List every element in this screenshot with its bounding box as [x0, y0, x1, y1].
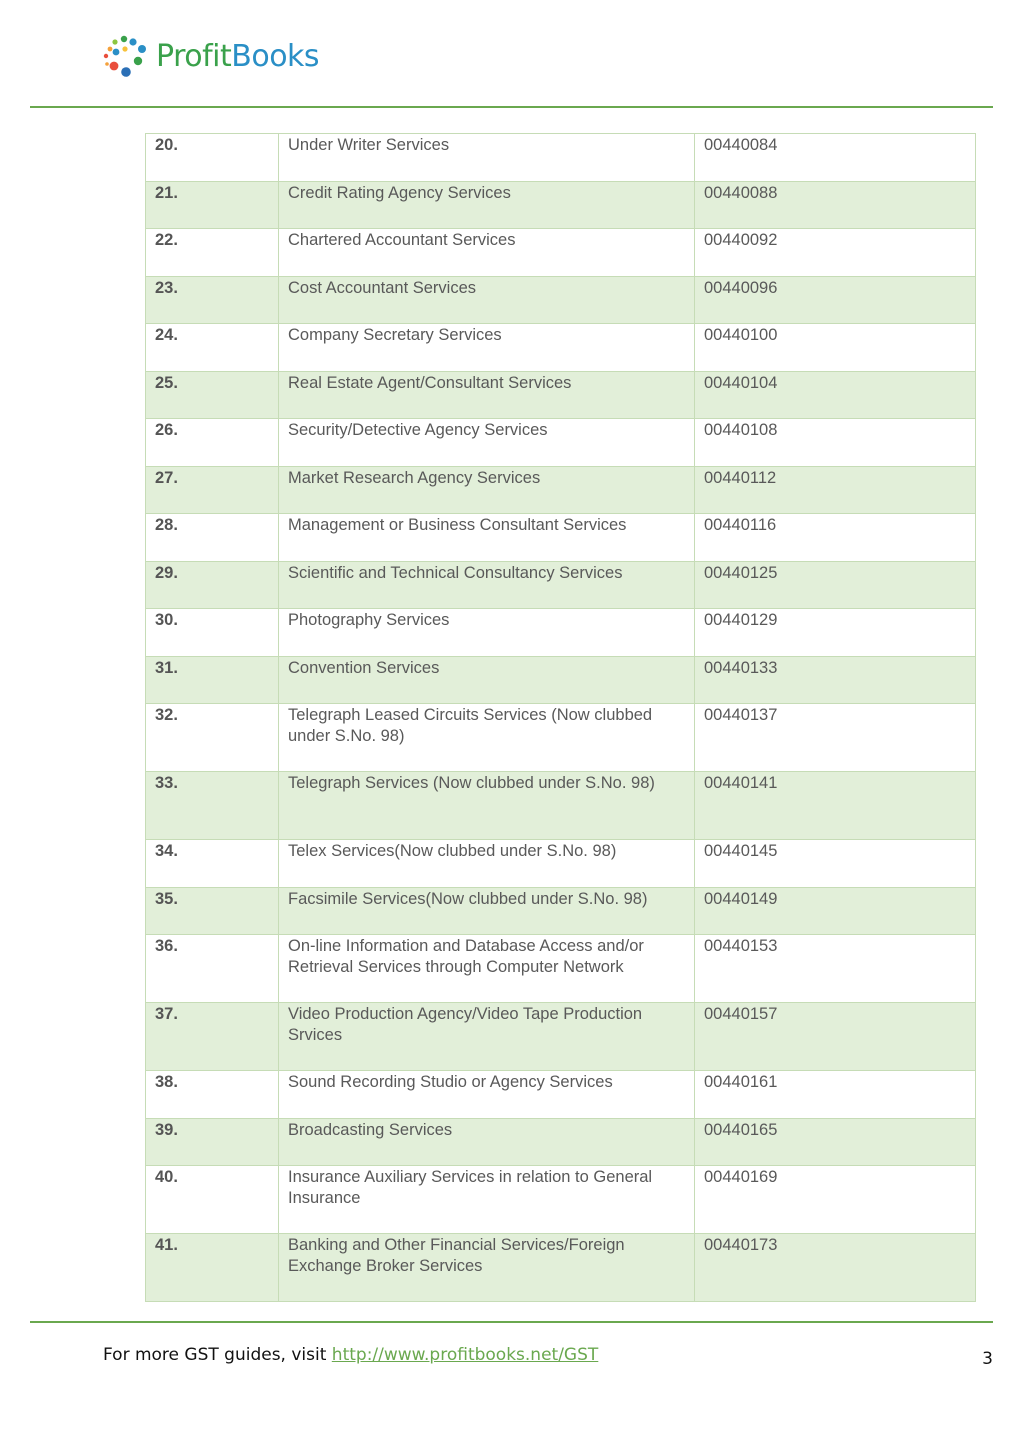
footer-divider [30, 1321, 993, 1323]
row-number: 41. [146, 1234, 279, 1302]
service-name: Cost Accountant Services [279, 276, 695, 324]
service-name: Real Estate Agent/Consultant Services [279, 371, 695, 419]
row-number: 37. [146, 1003, 279, 1071]
service-name: On-line Information and Database Access and/or Retrieval Services through Computer Network [279, 935, 695, 1003]
accounting-code: 00440141 [695, 772, 976, 840]
row-number: 30. [146, 609, 279, 657]
row-number: 25. [146, 371, 279, 419]
service-name: Insurance Auxiliary Services in relation to General Insurance [279, 1166, 695, 1234]
row-number: 39. [146, 1118, 279, 1166]
table-row [146, 704, 976, 772]
table-row [146, 276, 976, 324]
accounting-code: 00440125 [695, 561, 976, 609]
accounting-code: 00440112 [695, 466, 976, 514]
table-row [146, 1234, 976, 1302]
row-number: 33. [146, 772, 279, 840]
row-number: 28. [146, 514, 279, 562]
table-row [146, 609, 976, 657]
row-number: 35. [146, 887, 279, 935]
row-number: 24. [146, 324, 279, 372]
service-name: Telegraph Services (Now clubbed under S.No. 98) [279, 772, 695, 840]
service-name: Telex Services(Now clubbed under S.No. 98) [279, 840, 695, 888]
table-row [146, 371, 976, 419]
accounting-code: 00440165 [695, 1118, 976, 1166]
table-row [146, 466, 976, 514]
accounting-code: 00440137 [695, 704, 976, 772]
table-row [146, 134, 976, 182]
header-divider [30, 106, 993, 108]
service-name: Chartered Accountant Services [279, 229, 695, 277]
row-number: 34. [146, 840, 279, 888]
footer-link[interactable]: http://www.profitbooks.net/GST [331, 1345, 599, 1365]
service-name: Banking and Other Financial Services/Foreign Exchange Broker Services [279, 1234, 695, 1302]
row-number: 38. [146, 1071, 279, 1119]
profitbooks-logo[interactable] [102, 34, 319, 80]
row-number: 32. [146, 704, 279, 772]
accounting-code: 00440145 [695, 840, 976, 888]
row-number: 29. [146, 561, 279, 609]
accounting-code: 00440108 [695, 419, 976, 467]
page-number: 3 [982, 1349, 993, 1369]
service-name: Sound Recording Studio or Agency Services [279, 1071, 695, 1119]
table-row [146, 514, 976, 562]
row-number: 36. [146, 935, 279, 1003]
accounting-code: 00440149 [695, 887, 976, 935]
service-name: Broadcasting Services [279, 1118, 695, 1166]
accounting-code: 00440157 [695, 1003, 976, 1071]
service-name: Management or Business Consultant Services [279, 514, 695, 562]
footer-text: For more GST guides, visit [103, 1345, 332, 1365]
service-name: Security/Detective Agency Services [279, 419, 695, 467]
table-row [146, 561, 976, 609]
logo-wordmark [156, 39, 320, 74]
row-number: 22. [146, 229, 279, 277]
table-row [146, 772, 976, 840]
table-row [146, 419, 976, 467]
accounting-code: 00440100 [695, 324, 976, 372]
logo-dots-icon [102, 34, 148, 80]
accounting-code: 00440129 [695, 609, 976, 657]
service-name: Scientific and Technical Consultancy Services [279, 561, 695, 609]
table-row [146, 324, 976, 372]
row-number: 26. [146, 419, 279, 467]
footer-note [103, 1345, 598, 1365]
accounting-code: 00440169 [695, 1166, 976, 1234]
accounting-code: 00440084 [695, 134, 976, 182]
table-row [146, 1003, 976, 1071]
logo-text-books: Books [231, 39, 320, 74]
accounting-code: 00440092 [695, 229, 976, 277]
service-name: Convention Services [279, 656, 695, 704]
row-number: 20. [146, 134, 279, 182]
service-name: Video Production Agency/Video Tape Production Srvices [279, 1003, 695, 1071]
logo-text-profit: Profit [156, 39, 232, 74]
table-row [146, 656, 976, 704]
row-number: 27. [146, 466, 279, 514]
table-row [146, 1166, 976, 1234]
row-number: 23. [146, 276, 279, 324]
service-name: Company Secretary Services [279, 324, 695, 372]
accounting-code: 00440088 [695, 181, 976, 229]
service-name: Credit Rating Agency Services [279, 181, 695, 229]
service-name: Telegraph Leased Circuits Services (Now clubbed under S.No. 98) [279, 704, 695, 772]
row-number: 21. [146, 181, 279, 229]
table-row [146, 1118, 976, 1166]
table-row [146, 887, 976, 935]
accounting-code: 00440153 [695, 935, 976, 1003]
service-name: Facsimile Services(Now clubbed under S.No. 98) [279, 887, 695, 935]
accounting-code: 00440116 [695, 514, 976, 562]
service-name: Under Writer Services [279, 134, 695, 182]
accounting-code: 00440173 [695, 1234, 976, 1302]
table-row [146, 229, 976, 277]
service-name: Market Research Agency Services [279, 466, 695, 514]
row-number: 40. [146, 1166, 279, 1234]
table-row [146, 840, 976, 888]
table-row [146, 1071, 976, 1119]
accounting-code: 00440104 [695, 371, 976, 419]
accounting-code: 00440161 [695, 1071, 976, 1119]
service-name: Photography Services [279, 609, 695, 657]
accounting-code: 00440096 [695, 276, 976, 324]
row-number: 31. [146, 656, 279, 704]
table-row [146, 181, 976, 229]
table-row [146, 935, 976, 1003]
services-table [145, 133, 976, 1302]
accounting-code: 00440133 [695, 656, 976, 704]
